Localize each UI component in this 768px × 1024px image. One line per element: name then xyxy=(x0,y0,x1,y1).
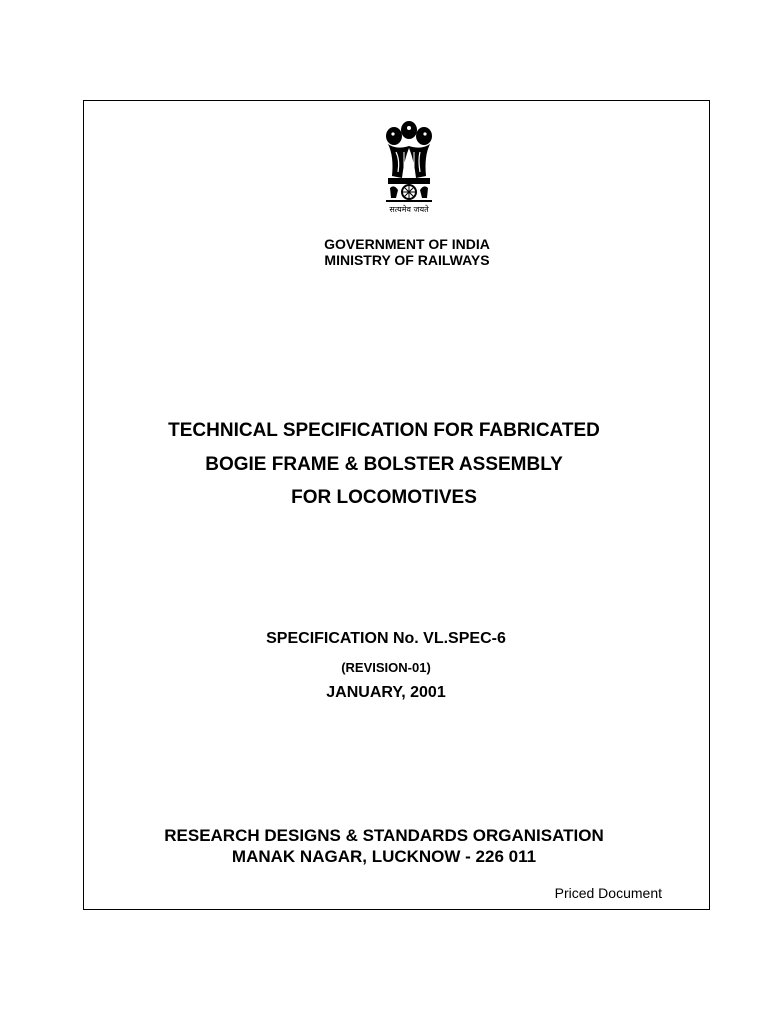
issue-date: JANUARY, 2001 xyxy=(326,684,446,701)
organisation-address: MANAK NAGAR, LUCKNOW - 226 011 xyxy=(231,847,537,866)
government-heading: GOVERNMENT OF INDIA xyxy=(324,236,490,252)
ministry-heading: MINISTRY OF RAILWAYS xyxy=(324,252,490,268)
specification-number: SPECIFICATION No. VL.SPEC-6 xyxy=(266,630,506,647)
priced-document-note: Priced Document xyxy=(554,885,662,901)
document-title-line-2: BOGIE FRAME & BOLSTER ASSEMBLY xyxy=(205,454,563,475)
emblem-motto: सत्यमेव जयते xyxy=(389,205,429,214)
state-emblem-icon xyxy=(374,116,444,216)
document-title-line-3: FOR LOCOMOTIVES xyxy=(291,487,477,508)
revision-label: (REVISION-01) xyxy=(341,660,431,675)
document-title-line-1: TECHNICAL SPECIFICATION FOR FABRICATED xyxy=(168,420,600,441)
organisation-name: RESEARCH DESIGNS & STANDARDS ORGANISATION xyxy=(164,826,604,845)
